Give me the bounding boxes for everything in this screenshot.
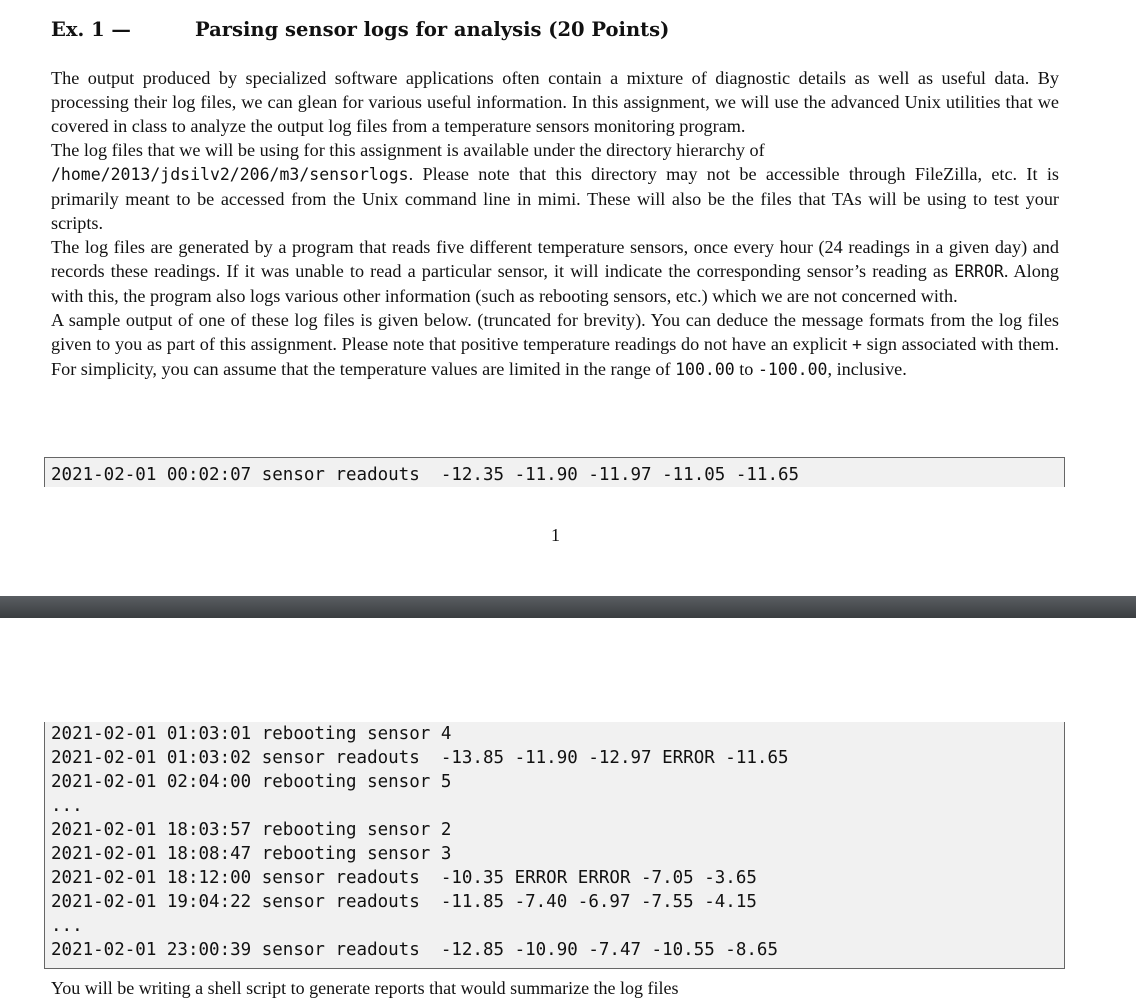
log-generation-text: The log files are generated by a program that reads five different temperature sensors, once every hour (24 readings in a given day) and records these readings. If it was unable to read a particular sensor, it will indicate the corresponding sensor’s reading as <box>51 237 1059 281</box>
page-number: 1 <box>551 525 560 545</box>
exercise-heading <box>51 17 669 43</box>
error-keyword: ERROR <box>954 262 1004 281</box>
log-line: 2021-02-01 01:03:02 sensor readouts -13.85 -11.90 -12.97 ERROR -11.65 <box>51 748 789 768</box>
log-location-text: The log files that we will be using for this assignment is available under the directory hierarchy of <box>51 140 765 160</box>
log-line: 2021-02-01 00:02:07 sensor readouts -12.35 -11.90 -11.97 -11.05 -11.65 <box>51 465 800 485</box>
log-line: 2021-02-01 18:03:57 rebooting sensor 2 <box>51 820 452 840</box>
log-location-note: . Please note that this directory may not be accessible through FileZilla, etc. It is primarily meant to be accessed from the Unix command line in mimi. These will also be the files that TAs will be using to test your scripts. <box>51 164 1059 233</box>
assignment-description <box>51 66 1059 382</box>
range-low: -100.00 <box>757 360 828 379</box>
log-line: 2021-02-01 23:00:39 sensor readouts -12.85 -10.90 -7.47 -10.55 -8.65 <box>51 940 778 960</box>
log-line: 2021-02-01 19:04:22 sensor readouts -11.85 -7.40 -6.97 -7.55 -4.15 <box>51 892 757 912</box>
log-sample-box-start <box>44 457 1065 487</box>
log-line: ... <box>51 916 83 936</box>
exercise-title: Parsing sensor logs for analysis (20 Points) <box>195 18 670 41</box>
page-separator <box>0 596 1136 618</box>
log-line: 2021-02-01 18:08:47 rebooting sensor 3 <box>51 844 452 864</box>
log-line: 2021-02-01 01:03:01 rebooting sensor 4 <box>51 724 452 744</box>
log-generation-note: . Along with this, the program also logs various other information (such as rebooting sensors, etc.) which we are not concerned with. <box>51 261 1059 306</box>
range-to: to <box>734 359 758 379</box>
exercise-number: Ex. 1 — <box>51 18 131 41</box>
log-sample-box-continued <box>44 722 1065 969</box>
log-line: 2021-02-01 18:12:00 sensor readouts -10.35 ERROR ERROR -7.05 -3.65 <box>51 868 757 888</box>
paragraph-log-generation <box>51 235 1059 308</box>
range-end: , inclusive. <box>827 359 907 379</box>
paragraph-log-location <box>51 138 1059 235</box>
sample-output-mid: sign associated with them. For simplicity, you can assume that the temperature values are limited in the range of <box>51 334 1059 379</box>
paragraph-intro: The output produced by specialized software applications often contain a mixture of diagnostic details as well as useful data. By processing their log files, we can glean for various useful information. In this assignment, we will use the advanced Unix utilities that we covered in class to analyze the output log files from a temperature sensors monitoring program. <box>51 68 1059 136</box>
sample-output-text: A sample output of one of these log files is given below. (truncated for brevity). You can deduce the message formats from the log files given to you as part of this assignment. Please note that positive temperature readings do not have an explicit <box>51 310 1059 354</box>
log-line: ... <box>51 796 83 816</box>
range-high: 100.00 <box>675 360 735 379</box>
directory-path: /home/2013/jdsilv2/206/m3/sensorlogs <box>51 165 409 184</box>
log-line: 2021-02-01 02:04:00 rebooting sensor 5 <box>51 772 452 792</box>
plus-sign: + <box>851 335 862 354</box>
cutoff-text: You will be writing a shell script to generate reports that would summarize the log files <box>51 978 679 998</box>
paragraph-sample-output <box>51 308 1059 382</box>
